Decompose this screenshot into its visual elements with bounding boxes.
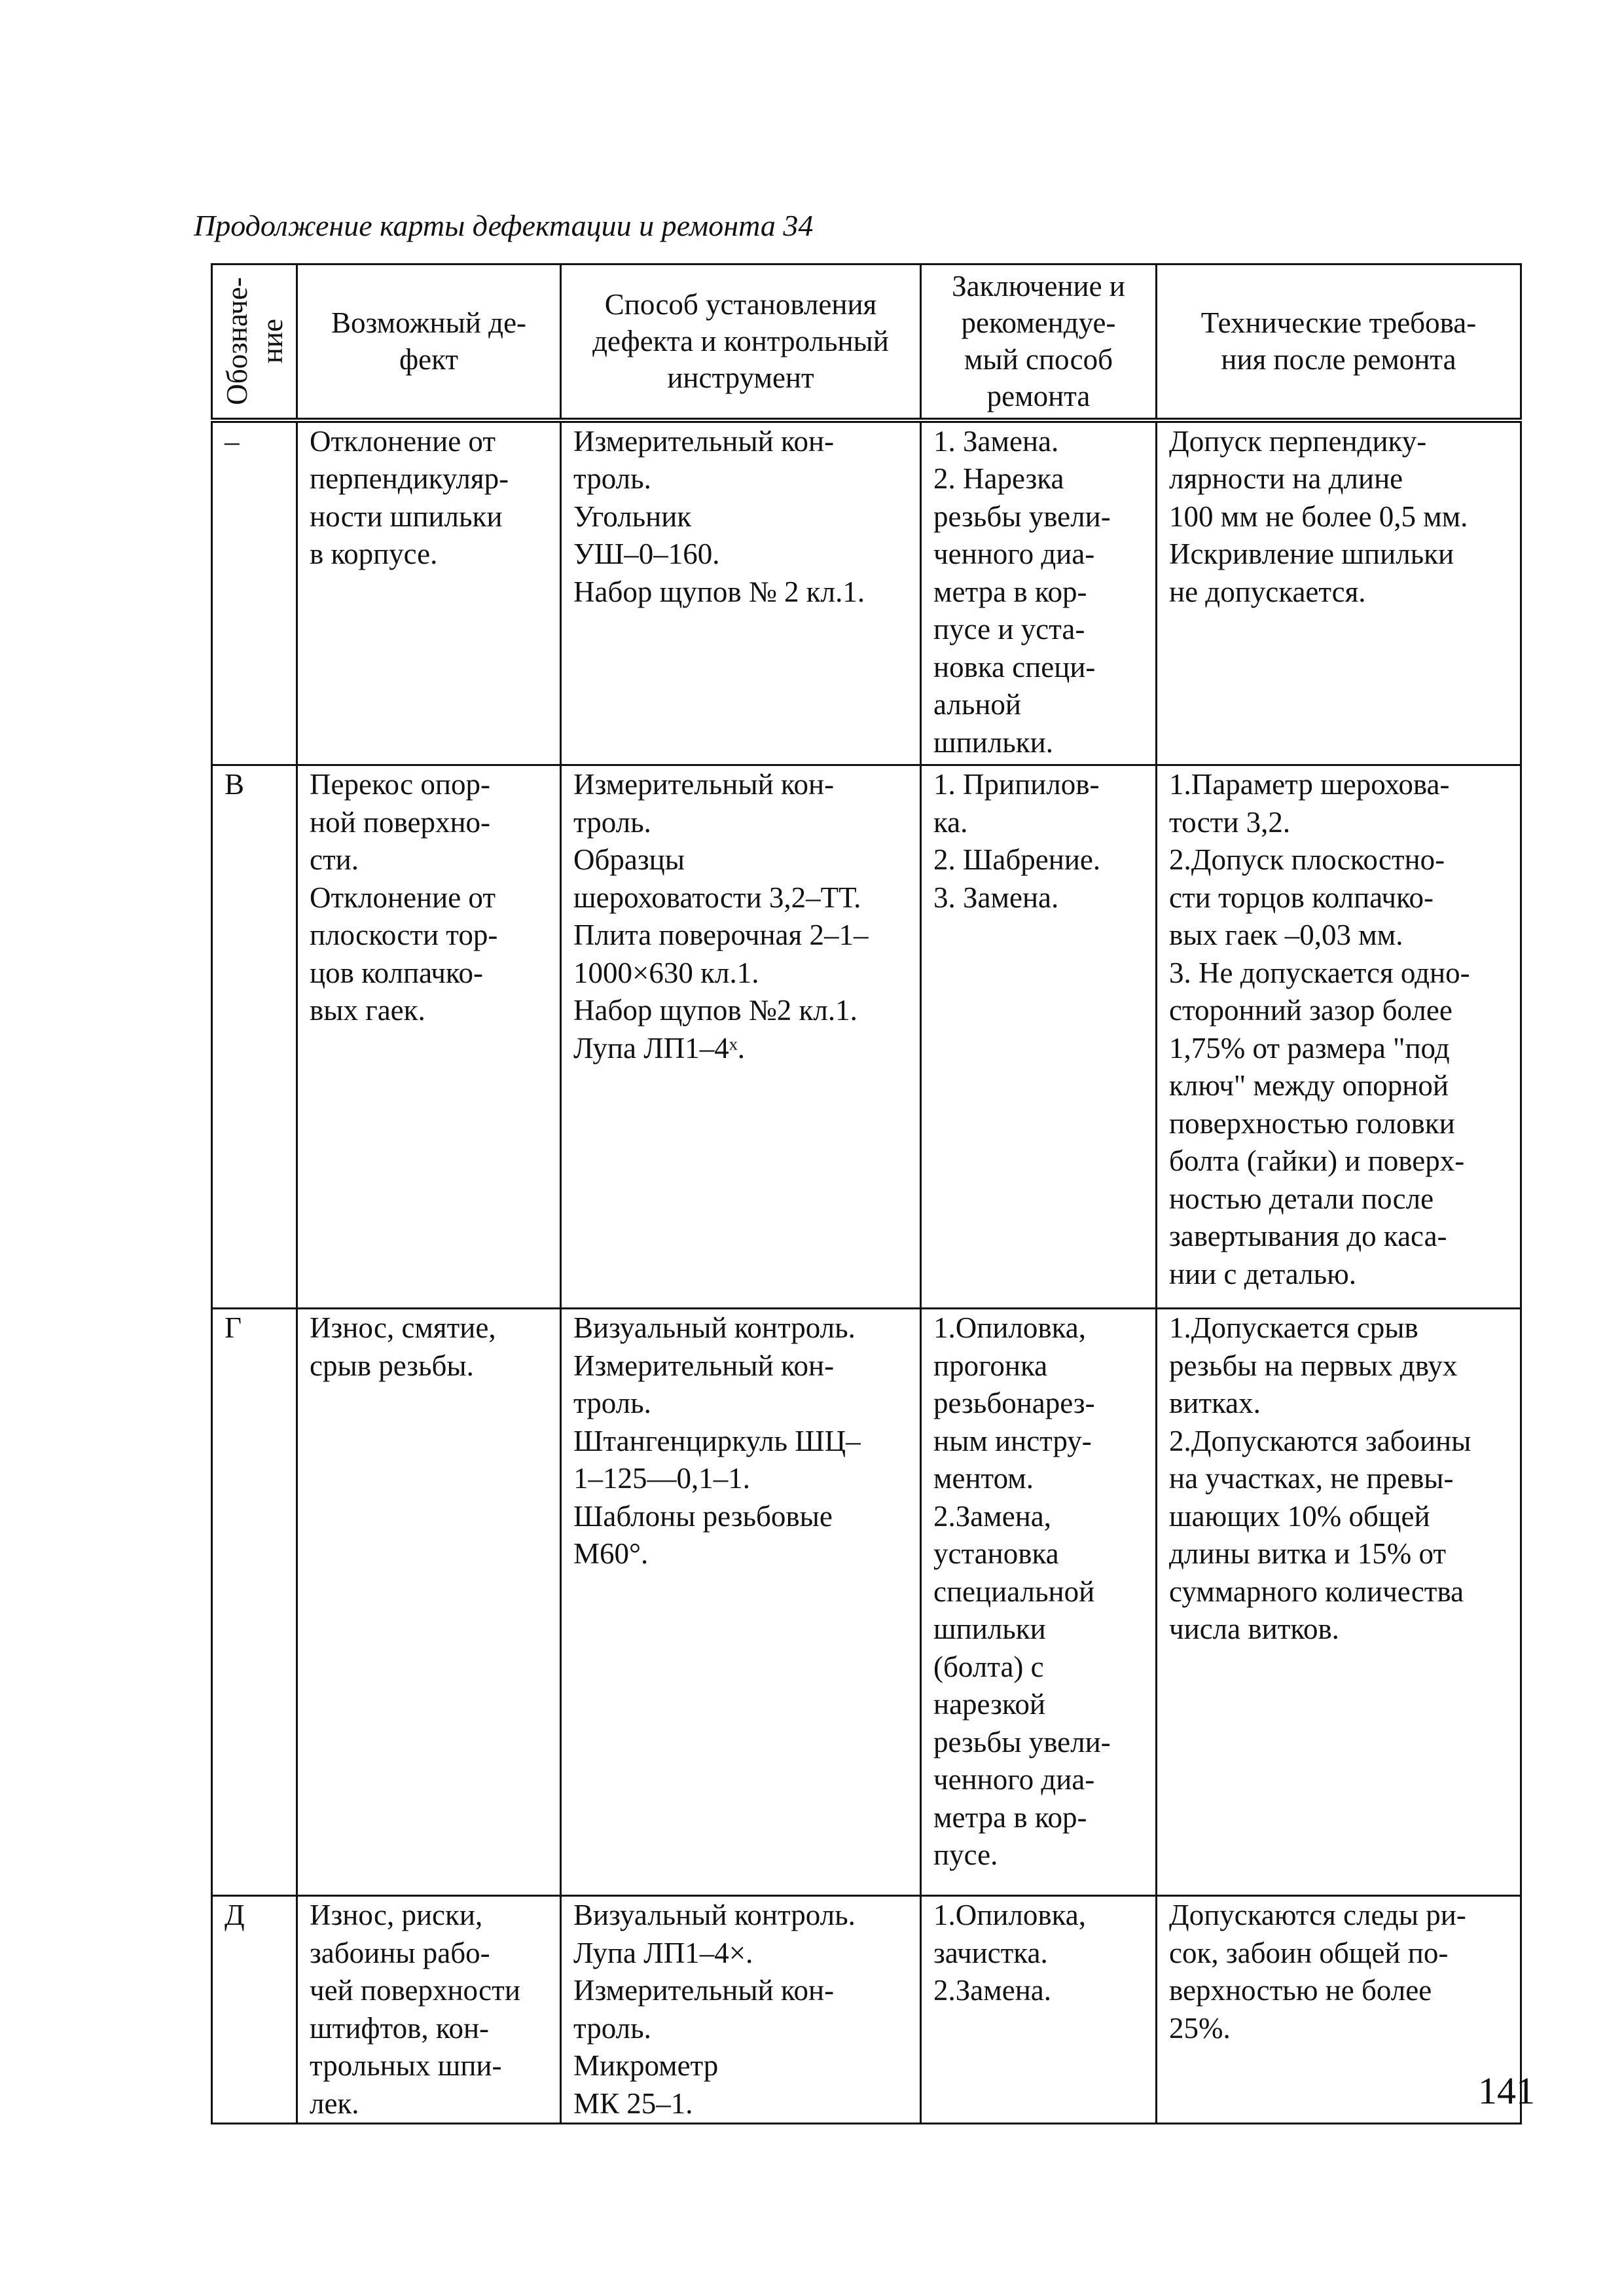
header-conclusion-line: рекомендуе- [961, 306, 1116, 340]
cell-text-line: резьбы увели- [933, 500, 1111, 533]
cell-text-line: болта (гайки) и поверх- [1169, 1144, 1465, 1177]
cell-text-line: 2.Замена. [933, 1974, 1052, 2007]
cell-text-line: Перекос опор- [310, 768, 490, 801]
cell-text-line: сти торцов колпачко- [1169, 881, 1434, 914]
cell-defect [297, 1309, 561, 1896]
cell-text-line: 2.Допуск плоскостно- [1169, 843, 1445, 876]
cell-text-line: Измерительный кон- [573, 1974, 835, 2007]
cell-text-line: штифтов, кон- [310, 2011, 490, 2045]
cell-text-line: срыв резьбы. [310, 1349, 474, 1382]
table-row [212, 1309, 1521, 1896]
cell-text-line: 1000×630 кл.1. [573, 956, 759, 989]
cell-text-line: 2. Нарезка [933, 462, 1064, 495]
cell-conclusion [921, 420, 1157, 765]
cell-designation: – [212, 420, 297, 765]
cell-text-line: 2. Шабрение. [933, 843, 1101, 876]
page-number: 141 [1478, 2069, 1535, 2112]
cell-conclusion [921, 1309, 1157, 1896]
defect-repair-table [211, 263, 1522, 2124]
cell-text-line: резьбонарез- [933, 1387, 1095, 1419]
cell-designation: Г [212, 1309, 297, 1896]
cell-text-line: прогонка [933, 1349, 1048, 1382]
cell-text-line: ментом. [933, 1462, 1034, 1495]
cell-text-line: шероховатости 3,2–ТТ. [573, 881, 861, 914]
cell-text-line: перпендикуляр- [310, 462, 509, 495]
header-requirements-line: ния после ремонта [1221, 343, 1456, 376]
header-method [561, 264, 921, 420]
cell-text-line: 3. Не допускается одно- [1169, 956, 1470, 989]
cell-text-line: ностью детали после [1169, 1182, 1434, 1215]
cell-text-line: числа витков. [1169, 1613, 1339, 1645]
cell-requirements [1157, 1896, 1521, 2124]
cell-text-line: М60°. [573, 1537, 649, 1570]
cell-text-line: Визуальный контроль. [573, 1899, 856, 1931]
cell-text-line: 25%. [1169, 2011, 1231, 2045]
table-row [212, 420, 1521, 765]
cell-text-line: Микрометр [573, 2049, 719, 2082]
cell-text-line: нарезкой [933, 1688, 1046, 1721]
table-caption: Продолжение карты дефектации и ремонта 34 [194, 209, 814, 242]
cell-text-line: в корпусе. [310, 538, 438, 570]
cell-text-line: шающих 10% общей [1169, 1499, 1430, 1533]
cell-text-line: 3. Замена. [933, 881, 1059, 914]
header-designation-line: Обозначе- [220, 277, 253, 406]
cell-text-line: Износ, смятие, [310, 1311, 496, 1344]
cell-text-line: (болта) с [933, 1650, 1044, 1683]
cell-conclusion [921, 765, 1157, 1309]
cell-text-line: плоскости тор- [310, 919, 498, 951]
cell-text-line: сти. [310, 843, 359, 876]
cell-text-line: завертывания до каса- [1169, 1220, 1447, 1252]
cell-designation: Д [212, 1896, 297, 2124]
cell-text-line: специальной [933, 1575, 1095, 1608]
cell-requirements [1157, 1309, 1521, 1896]
header-defect-line: фект [399, 343, 459, 376]
cell-text-line: Износ, риски, [310, 1899, 483, 1931]
cell-text-line: цов колпачко- [310, 956, 483, 989]
table-row [212, 1896, 1521, 2124]
cell-text-line: 1.Опиловка, [933, 1899, 1087, 1931]
cell-text-line: установка [933, 1537, 1059, 1570]
cell-text-line: Измерительный кон- [573, 424, 835, 458]
cell-text-line: вых гаек. [310, 994, 425, 1027]
cell-text-line: шпильки [933, 1613, 1046, 1645]
header-method-line: дефекта и контрольный [592, 325, 889, 358]
cell-text-line: резьбы увели- [933, 1725, 1111, 1758]
header-requirements [1157, 264, 1521, 420]
cell-text-line: трольных шпи- [310, 2049, 502, 2082]
table-row [212, 765, 1521, 1309]
cell-text-line: альной [933, 688, 1022, 721]
cell-text-line: сторонний зазор более [1169, 994, 1453, 1027]
cell-text-line: чей поверхности [310, 1974, 520, 2007]
cell-text-line: УШ–0–160. [573, 538, 720, 570]
cell-method [561, 765, 921, 1309]
cell-text-line: Штангенциркуль ШЦ– [573, 1424, 861, 1457]
cell-text-line: Угольник [573, 500, 692, 533]
cell-text-line: шпильки. [933, 725, 1053, 759]
cell-text-line: поверхностью головки [1169, 1106, 1455, 1140]
cell-text-line: Плита поверочная 2–1– [573, 919, 869, 951]
cell-text-line: 1.Опиловка, [933, 1311, 1087, 1344]
cell-text-line: 1,75% от размера "под [1169, 1031, 1450, 1065]
header-method-line: Способ установления [604, 288, 877, 321]
cell-text-line: вых гаек –0,03 мм. [1169, 919, 1403, 951]
cell-text-line: Образцы [573, 843, 685, 876]
cell-method [561, 420, 921, 765]
cell-text-line: 2.Замена, [933, 1499, 1052, 1533]
cell-text-line: 1.Допускается срыв [1169, 1311, 1418, 1344]
cell-text-line: Визуальный контроль. [573, 1311, 856, 1344]
cell-text-line: ным инстру- [933, 1424, 1092, 1457]
table-body [212, 420, 1521, 2124]
cell-text-line: Набор щупов № 2 кл.1. [573, 575, 865, 608]
cell-text-line: Набор щупов №2 кл.1. [573, 994, 857, 1027]
header-designation-line: ние [255, 319, 289, 364]
cell-text-line: Допуск перпендику- [1169, 424, 1427, 458]
cell-text-line: суммарного количества [1169, 1575, 1464, 1608]
cell-text-line: забоины рабо- [310, 1936, 490, 1969]
cell-text-line: 1–125—0,1–1. [573, 1462, 750, 1495]
cell-text-line: троль. [573, 2011, 651, 2045]
header-method-line: инструмент [667, 361, 814, 395]
cell-text-line: нии с деталью. [1169, 1257, 1357, 1290]
cell-text-line: ка. [933, 805, 968, 839]
header-defect [297, 264, 561, 420]
cell-text-line: Измерительный кон- [573, 768, 835, 801]
cell-text-line: сок, забоин общей по- [1169, 1936, 1449, 1969]
cell-conclusion [921, 1896, 1157, 2124]
cell-text-line: 1. Замена. [933, 424, 1059, 458]
cell-defect [297, 420, 561, 765]
cell-text-line: верхностью не более [1169, 1974, 1432, 2007]
cell-text-line: на участках, не превы- [1169, 1462, 1454, 1495]
cell-text-line: Искривление шпильки [1169, 538, 1454, 570]
cell-requirements [1157, 765, 1521, 1309]
cell-defect [297, 765, 561, 1309]
cell-text-line: тости 3,2. [1169, 805, 1291, 839]
cell-text-line: зачистка. [933, 1936, 1048, 1969]
cell-text-line: не допускается. [1169, 575, 1366, 608]
cell-text-line: МК 25–1. [573, 2086, 693, 2120]
cell-text-line: 100 мм не более 0,5 мм. [1169, 500, 1468, 533]
header-conclusion [921, 264, 1157, 420]
cell-text-line: резьбы на первых двух [1169, 1349, 1458, 1382]
cell-text-line: длины витка и 15% от [1169, 1537, 1447, 1570]
table-header-row [212, 264, 1521, 420]
cell-text-line: ности шпильки [310, 500, 503, 533]
header-conclusion-line: Заключение и [952, 270, 1125, 303]
cell-text-line: пусе. [933, 1838, 998, 1871]
cell-text-line: ченного диа- [933, 538, 1095, 570]
cell-defect [297, 1896, 561, 2124]
cell-text-line: троль. [573, 1387, 651, 1419]
cell-text-line: 1.Параметр шерохова- [1169, 768, 1450, 801]
cell-designation: В [212, 765, 297, 1309]
cell-text-line: Шаблоны резьбовые [573, 1499, 833, 1533]
cell-text-line: Допускаются следы ри- [1169, 1899, 1466, 1931]
cell-method [561, 1896, 921, 2124]
cell-text-line: лек. [310, 2086, 359, 2120]
header-designation [212, 264, 297, 420]
cell-text-line: пусе и уста- [933, 613, 1085, 646]
cell-text-line: ключ" между опорной [1169, 1069, 1449, 1102]
cell-text-line: троль. [573, 462, 651, 495]
cell-text-line: лярности на длине [1169, 462, 1403, 495]
cell-text-line: Лупа ЛП1–4ˣ. [573, 1031, 745, 1065]
cell-requirements [1157, 420, 1521, 765]
cell-text-line: ной поверхно- [310, 805, 491, 839]
header-conclusion-line: ремонта [986, 380, 1091, 413]
header-conclusion-line: мый способ [964, 343, 1113, 376]
cell-text-line: витках. [1169, 1387, 1261, 1419]
cell-text-line: троль. [573, 805, 651, 839]
cell-text-line: Измерительный кон- [573, 1349, 835, 1382]
cell-text-line: ченного диа- [933, 1763, 1095, 1796]
header-requirements-line: Технические требова- [1200, 306, 1477, 340]
cell-text-line: новка специ- [933, 650, 1096, 683]
cell-text-line: 2.Допускаются забоины [1169, 1424, 1471, 1457]
cell-method [561, 1309, 921, 1896]
cell-text-line: метра в кор- [933, 1800, 1087, 1834]
header-defect-line: Возможный де- [331, 306, 527, 340]
cell-text-line: метра в кор- [933, 575, 1087, 608]
cell-text-line: 1. Припилов- [933, 768, 1100, 801]
cell-text-line: Отклонение от [310, 424, 496, 458]
cell-text-line: Отклонение от [310, 881, 496, 914]
cell-text-line: Лупа ЛП1–4×. [573, 1936, 753, 1969]
